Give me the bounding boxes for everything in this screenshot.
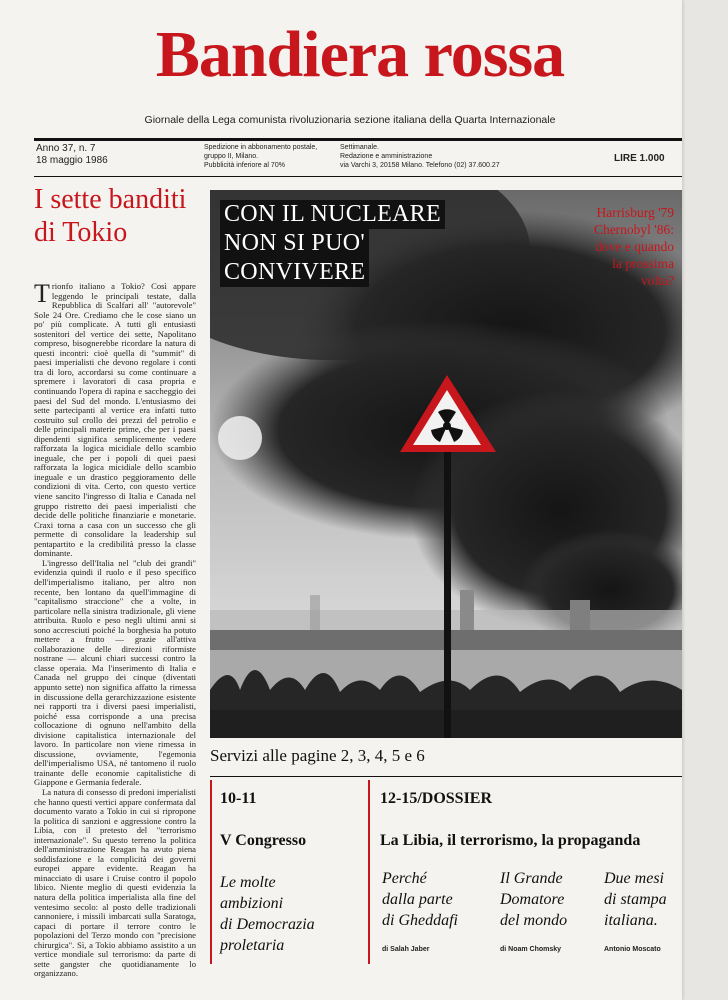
services-line: Servizi alle pagine 2, 3, 4, 5 e 6 — [210, 746, 425, 765]
postal-info — [204, 143, 317, 170]
dossier-item-line: di Gheddafi — [382, 912, 458, 929]
lead-headline: I sette banditi di Tokio — [34, 184, 187, 248]
side-caption-line: Chernobyl '86: — [593, 222, 674, 237]
dropcap: T — [34, 279, 50, 308]
red-divider-middle — [368, 780, 370, 964]
side-caption-line: volta? — [641, 273, 674, 288]
dossier-item — [500, 868, 567, 931]
section-left-subtitle — [220, 872, 315, 956]
article-paragraph — [34, 279, 196, 559]
cover-photo — [210, 190, 682, 738]
article-paragraph: L'ingresso dell'Italia nel "club dei grandi" evidenzia quindi il ruolo e il peso specifico dell'imperialismo italiano, per altro non recente, ben lontano da quell'immagine di "capitalismo straccione" che a volte, in particolare nella sinistra tradizionale, gli viene attribuita. Ruolo e peso negli ultimi anni si sono accresciuti poiché la borghesia ha potuto mettere a frutto — grazie all'attiva collaborazione delle direzioni riformiste nostrane — alcuni chiari successi contro la classe operaia. Ma l'inserimento di Italia e Canada nel gruppo dei cinque (diventati appunto sette) non significa affatto la rimessa in discussione della gerarchizzazione esistente nei rapporti tra i diversi paesi imperialisti, poiché essa corrisponde a una precisa collocazione di ognuno nell'ambito della divisione capitalistica internazionale del lavoro. In particolare non viene rimessa in discussione, ovviamente, l'egemonia dell'imperialismo USA, né tantomeno il ruolo trainante delle economie capitalistiche di Giappone e Germania federale. — [34, 557, 196, 788]
cover-headline-line: CONVIVERE — [220, 258, 369, 287]
postal-line: Pubblicità inferiore al 70% — [204, 162, 285, 169]
red-divider-left — [210, 780, 212, 964]
dossier-item-line: Perché — [382, 870, 427, 887]
services-rule — [210, 776, 682, 777]
editorial-line: via Varchi 3, 20158 Milano. Telefono (02) 37.600.27 — [340, 162, 500, 169]
masthead-title: Bandiera rossa — [155, 18, 565, 91]
paragraph-text: rionfo italiano a Tokio? Così appare leggendo le principali testate, dalla Repubblica di Scalfari all' "autorevole" Sole 24 Ore. Crediamo che le cose siano un po' più complicate. A tutti gli entusiasti sostenitori del vertice dei sette, Napolitano compreso, bisognerebbe ricordare la natura di questi incontri: cioè quella di "summit" di paesi imperialisti che devono regolare i conti tra di loro, accordarsi su come continuare a spremere i lavoratori di casa propria e continuando l'opera di rapina e saccheggio dei paesi del Sud del mondo. L'entusiasmo dei sette partecipanti al vertice era infatti tutto costruito sul crollo dei prezzi del petrolio e delle principali materie prime, che per i paesi dipendenti significa semplicemente vedere rafforzata la logica micidiale dello scambio ineguale, che per i popoli di quei paesi rafforzata la logica micidiale dello scambio ineguale e un drastico peggioramento delle condizioni di vita. Certo, con questo vertice viene sancito l'ingresso di Italia e Canada nel gruppo ristretto dei paesi imperialisti che decide delle politiche finanziarie e monetarie. Craxi torna a casa con un successo che gli permette di consolidare la leadership sul pentapartito e la credibilità presso la classe dominante. — [34, 281, 196, 559]
dossier-item-line: del mondo — [500, 912, 568, 929]
article-paragraph: La natura di consesso di predoni imperialisti che hanno questi vertici appare confermata dal documento varato a Tokio in cui si ripropone la politica di sanzioni e aggressione contro la Libia, con il pretesto del "terrorismo internazionale". Su questo terreno la politica dell'amministrazione Reagan ha avuto piena soddisfazione e la complicità dei governi europei appare evidente. Reagan ha minacciato di usare i Cruise contro il popolo libico. Niente meglio di questi evidenzia la natura della politica imperialista alla fine del ventesimo secolo: al posto delle tradizionali cannoniere, i missili imbarcati sulla Saratoga, capaci di portare il terrore contro le popolazioni del Terzo mondo con "precisione chirurgica". Sì, a Tokio abbiamo assistito a un vertice mondiale sul terrorismo: da parte di sette gangster che quotidianamente lo organizzano. — [34, 786, 196, 979]
dossier-item — [382, 868, 458, 931]
section-right-title: La Libia, il terrorismo, la propaganda — [380, 832, 641, 849]
subtitle-line: Le molte — [220, 874, 276, 891]
section-left-pages: 10-11 — [220, 790, 257, 807]
cover-headline-line: CON IL NUCLEARE — [220, 200, 445, 229]
dossier-item-line: Il Grande — [500, 870, 563, 887]
postal-line: gruppo II, Milano. — [204, 153, 259, 160]
side-caption-line: la prossima — [612, 256, 674, 271]
subtitle-line: proletaria — [220, 937, 285, 954]
dossier-byline: di Noam Chomsky — [500, 946, 562, 953]
infobar-rule — [34, 176, 682, 177]
cover-headline — [220, 200, 445, 287]
dossier-item-line: Due mesi — [604, 870, 664, 887]
issue-date: 18 maggio 1986 — [36, 155, 108, 166]
side-caption-line: Harrisburg '79 — [596, 205, 674, 220]
section-left-title: V Congresso — [220, 832, 307, 849]
editorial-line: Settimanale. — [340, 144, 379, 151]
editorial-info — [340, 143, 500, 170]
adjacent-page-edge — [679, 0, 728, 1000]
masthead-rule — [34, 138, 682, 141]
dossier-item-line: dalla parte — [382, 891, 453, 908]
dossier-byline: Antonio Moscato — [604, 946, 661, 953]
postal-line: Spedizione in abbonamento postale, — [204, 144, 318, 151]
editorial-line: Redazione e amministrazione — [340, 153, 433, 160]
dossier-item — [604, 868, 667, 931]
section-right-pages: 12-15/DOSSIER — [380, 790, 493, 807]
issue-number: Anno 37, n. 7 — [36, 143, 96, 154]
issue-info — [36, 143, 108, 167]
dossier-item-line: di stampa — [604, 891, 667, 908]
dossier-item-line: Domatore — [500, 891, 565, 908]
lead-article-body — [34, 279, 196, 979]
cover-headline-line: NON SI PUO' — [220, 229, 369, 258]
subtitle-line: ambizioni — [220, 895, 284, 912]
cover-side-caption — [474, 204, 674, 289]
price: LIRE 1.000 — [614, 153, 665, 164]
dossier-byline: di Salah Jaber — [382, 946, 430, 953]
dossier-item-line: italiana. — [604, 912, 658, 929]
subtitle-line: di Democrazia — [220, 916, 315, 933]
side-caption-line: dove e quando — [595, 239, 674, 254]
masthead-subtitle: Giornale della Lega comunista rivoluzionaria sezione italiana della Quarta Internazionale — [144, 114, 556, 126]
